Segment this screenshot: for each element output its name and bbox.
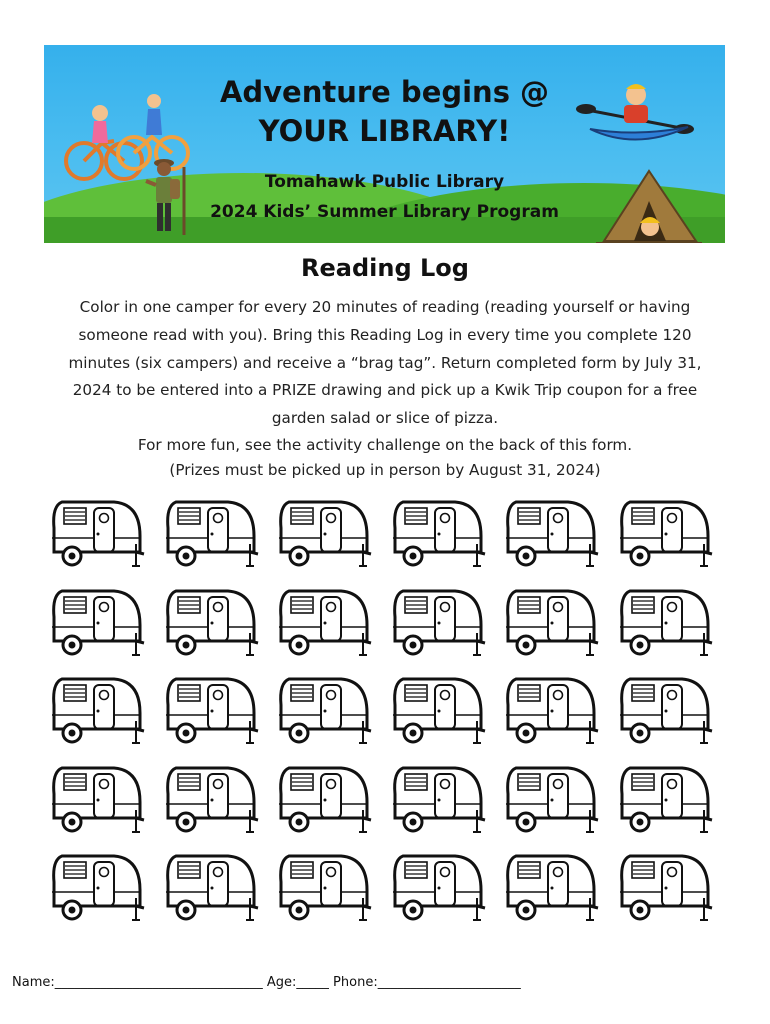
page-title: Reading Log: [301, 254, 469, 282]
camper-trailer-icon[interactable]: [44, 760, 158, 849]
camper-trailer-icon[interactable]: [612, 848, 726, 937]
camper-trailer-icon[interactable]: [271, 583, 385, 672]
banner-title: Adventure begins @: [219, 75, 550, 109]
camper-trailer-icon[interactable]: [385, 760, 499, 849]
camper-trailer-icon[interactable]: [385, 494, 499, 583]
phone-label: Phone:: [333, 975, 378, 990]
camper-trailer-icon[interactable]: [498, 583, 612, 672]
program-name: 2024 Kids’ Summer Library Program: [210, 202, 559, 222]
prize-note: (Prizes must be picked up in person by August 31, 2024): [169, 461, 601, 479]
age-field[interactable]: _____: [296, 975, 329, 990]
camper-trailer-icon[interactable]: [498, 848, 612, 937]
library-name: Tomahawk Public Library: [264, 172, 505, 192]
camper-trailer-icon[interactable]: [271, 760, 385, 849]
name-field[interactable]: ________________________________: [54, 975, 263, 990]
camper-trailer-icon[interactable]: [498, 671, 612, 760]
camper-grid: [44, 494, 726, 944]
instruction-line: minutes (six campers) and receive a “brag tag”. Return completed form by July 31,: [68, 354, 702, 372]
camper-trailer-icon[interactable]: [385, 671, 499, 760]
camper-trailer-icon[interactable]: [271, 494, 385, 583]
camper-trailer-icon[interactable]: [44, 583, 158, 672]
camper-trailer-icon[interactable]: [271, 671, 385, 760]
camper-trailer-icon[interactable]: [612, 494, 726, 583]
name-label: Name:: [12, 975, 55, 990]
camper-trailer-icon[interactable]: [612, 760, 726, 849]
header-banner: [44, 45, 725, 243]
camper-trailer-icon[interactable]: [158, 760, 272, 849]
activity-note: For more fun, see the activity challenge on the back of this form.: [137, 436, 633, 454]
instruction-line: Color in one camper for every 20 minutes of reading (reading yourself or having: [79, 298, 691, 316]
instruction-line: garden salad or slice of pizza.: [271, 409, 499, 427]
banner-subtitle: YOUR LIBRARY!: [258, 114, 511, 148]
phone-field[interactable]: ______________________: [377, 975, 521, 990]
camper-trailer-icon[interactable]: [158, 671, 272, 760]
camper-trailer-icon[interactable]: [158, 494, 272, 583]
age-label: Age:: [266, 975, 297, 990]
contact-form: [12, 975, 521, 990]
camper-trailer-icon[interactable]: [44, 848, 158, 937]
camper-trailer-icon[interactable]: [612, 583, 726, 672]
camper-trailer-icon[interactable]: [158, 583, 272, 672]
instruction-line: 2024 to be entered into a PRIZE drawing and pick up a Kwik Trip coupon for a free: [72, 381, 698, 399]
camper-trailer-icon[interactable]: [158, 848, 272, 937]
camper-trailer-icon[interactable]: [44, 671, 158, 760]
camper-trailer-icon[interactable]: [498, 760, 612, 849]
instruction-line: someone read with you). Bring this Reading Log in every time you complete 120: [78, 326, 692, 344]
camper-trailer-icon[interactable]: [612, 671, 726, 760]
camper-trailer-icon[interactable]: [271, 848, 385, 937]
camper-trailer-icon[interactable]: [498, 494, 612, 583]
camper-trailer-icon[interactable]: [44, 494, 158, 583]
kid-hiker-illustration: [144, 157, 194, 239]
camper-trailer-icon[interactable]: [385, 583, 499, 672]
camper-trailer-icon[interactable]: [385, 848, 499, 937]
